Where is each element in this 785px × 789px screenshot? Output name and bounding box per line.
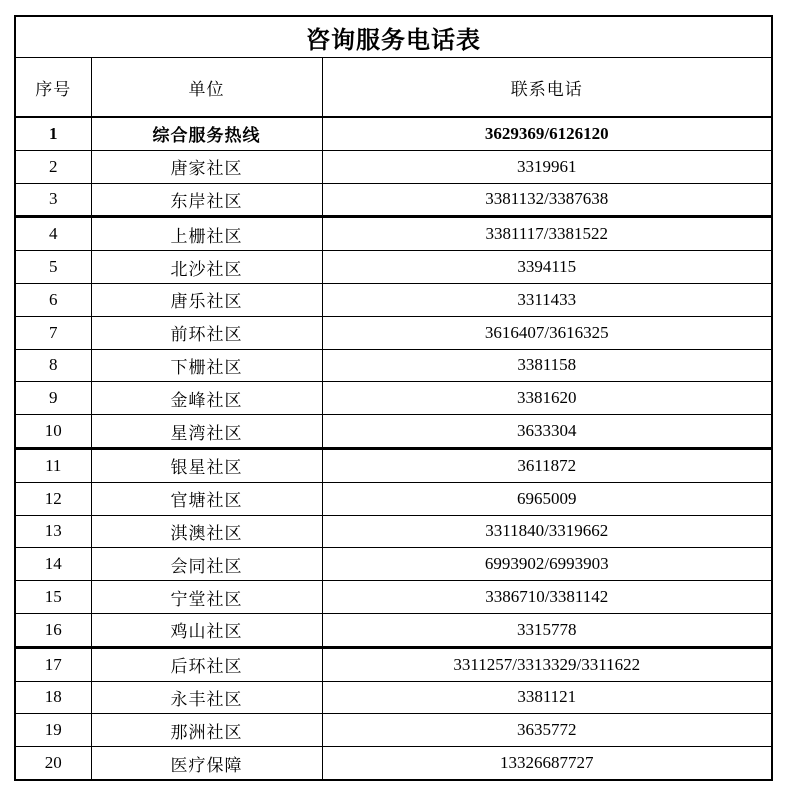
- header-row: [15, 58, 772, 118]
- table-row: [15, 283, 772, 316]
- cell-phone: 3311433: [322, 283, 772, 316]
- cell-unit: 上栅社区: [91, 217, 322, 251]
- cell-unit: 综合服务热线: [91, 117, 322, 150]
- table-row: [15, 382, 772, 415]
- cell-unit: 那洲社区: [91, 714, 322, 747]
- table-row: [15, 150, 772, 183]
- cell-index: 13: [15, 515, 91, 548]
- cell-index: 9: [15, 382, 91, 415]
- table-row: [15, 747, 772, 780]
- cell-index: 1: [15, 117, 91, 150]
- cell-index: 12: [15, 482, 91, 515]
- cell-phone: 3381620: [322, 382, 772, 415]
- cell-phone: 13326687727: [322, 747, 772, 780]
- cell-index: 16: [15, 613, 91, 647]
- cell-unit: 后环社区: [91, 647, 322, 681]
- cell-index: 2: [15, 150, 91, 183]
- cell-unit: 淇澳社区: [91, 515, 322, 548]
- table-row: [15, 183, 772, 217]
- table-row: [15, 482, 772, 515]
- cell-phone: 6965009: [322, 482, 772, 515]
- cell-index: 6: [15, 283, 91, 316]
- cell-index: 11: [15, 448, 91, 482]
- cell-phone: 3319961: [322, 150, 772, 183]
- table-row: [15, 217, 772, 251]
- cell-unit: 医疗保障: [91, 747, 322, 780]
- cell-unit: 会同社区: [91, 548, 322, 581]
- table-body: [15, 117, 772, 780]
- cell-phone: 3311840/3319662: [322, 515, 772, 548]
- cell-index: 10: [15, 415, 91, 449]
- cell-unit: 北沙社区: [91, 251, 322, 284]
- cell-index: 18: [15, 681, 91, 714]
- table-row: [15, 349, 772, 382]
- table-row: [15, 681, 772, 714]
- cell-unit: 鸡山社区: [91, 613, 322, 647]
- cell-unit: 宁堂社区: [91, 581, 322, 614]
- cell-phone: 3635772: [322, 714, 772, 747]
- column-header-unit: 单位: [91, 58, 322, 118]
- cell-unit: 下栅社区: [91, 349, 322, 382]
- title-row: [15, 16, 772, 58]
- cell-phone: 3394115: [322, 251, 772, 284]
- table-row: [15, 548, 772, 581]
- cell-phone: 3315778: [322, 613, 772, 647]
- cell-phone: 3381117/3381522: [322, 217, 772, 251]
- cell-index: 7: [15, 316, 91, 349]
- cell-phone: 3611872: [322, 448, 772, 482]
- table-row: [15, 117, 772, 150]
- column-header-index: 序号: [15, 58, 91, 118]
- cell-unit: 东岸社区: [91, 183, 322, 217]
- phone-table: [14, 15, 773, 781]
- cell-index: 8: [15, 349, 91, 382]
- cell-unit: 永丰社区: [91, 681, 322, 714]
- cell-unit: 金峰社区: [91, 382, 322, 415]
- table-row: [15, 415, 772, 449]
- cell-index: 17: [15, 647, 91, 681]
- cell-phone: 3616407/3616325: [322, 316, 772, 349]
- column-header-phone: 联系电话: [322, 58, 772, 118]
- cell-phone: 3633304: [322, 415, 772, 449]
- cell-phone: 3381158: [322, 349, 772, 382]
- cell-phone: 3629369/6126120: [322, 117, 772, 150]
- cell-unit: 星湾社区: [91, 415, 322, 449]
- table-row: [15, 251, 772, 284]
- cell-index: 5: [15, 251, 91, 284]
- cell-unit: 唐乐社区: [91, 283, 322, 316]
- cell-index: 20: [15, 747, 91, 780]
- table-row: [15, 515, 772, 548]
- cell-index: 3: [15, 183, 91, 217]
- cell-phone: 3311257/3313329/3311622: [322, 647, 772, 681]
- cell-unit: 唐家社区: [91, 150, 322, 183]
- table-row: [15, 613, 772, 647]
- table-row: [15, 581, 772, 614]
- cell-index: 15: [15, 581, 91, 614]
- table-row: [15, 714, 772, 747]
- cell-index: 14: [15, 548, 91, 581]
- cell-unit: 官塘社区: [91, 482, 322, 515]
- cell-phone: 3381121: [322, 681, 772, 714]
- table-row: [15, 647, 772, 681]
- cell-unit: 银星社区: [91, 448, 322, 482]
- cell-index: 19: [15, 714, 91, 747]
- cell-phone: 6993902/6993903: [322, 548, 772, 581]
- cell-unit: 前环社区: [91, 316, 322, 349]
- cell-phone: 3386710/3381142: [322, 581, 772, 614]
- cell-index: 4: [15, 217, 91, 251]
- table-row: [15, 316, 772, 349]
- table-row: [15, 448, 772, 482]
- cell-phone: 3381132/3387638: [322, 183, 772, 217]
- table-title: 咨询服务电话表: [15, 16, 772, 58]
